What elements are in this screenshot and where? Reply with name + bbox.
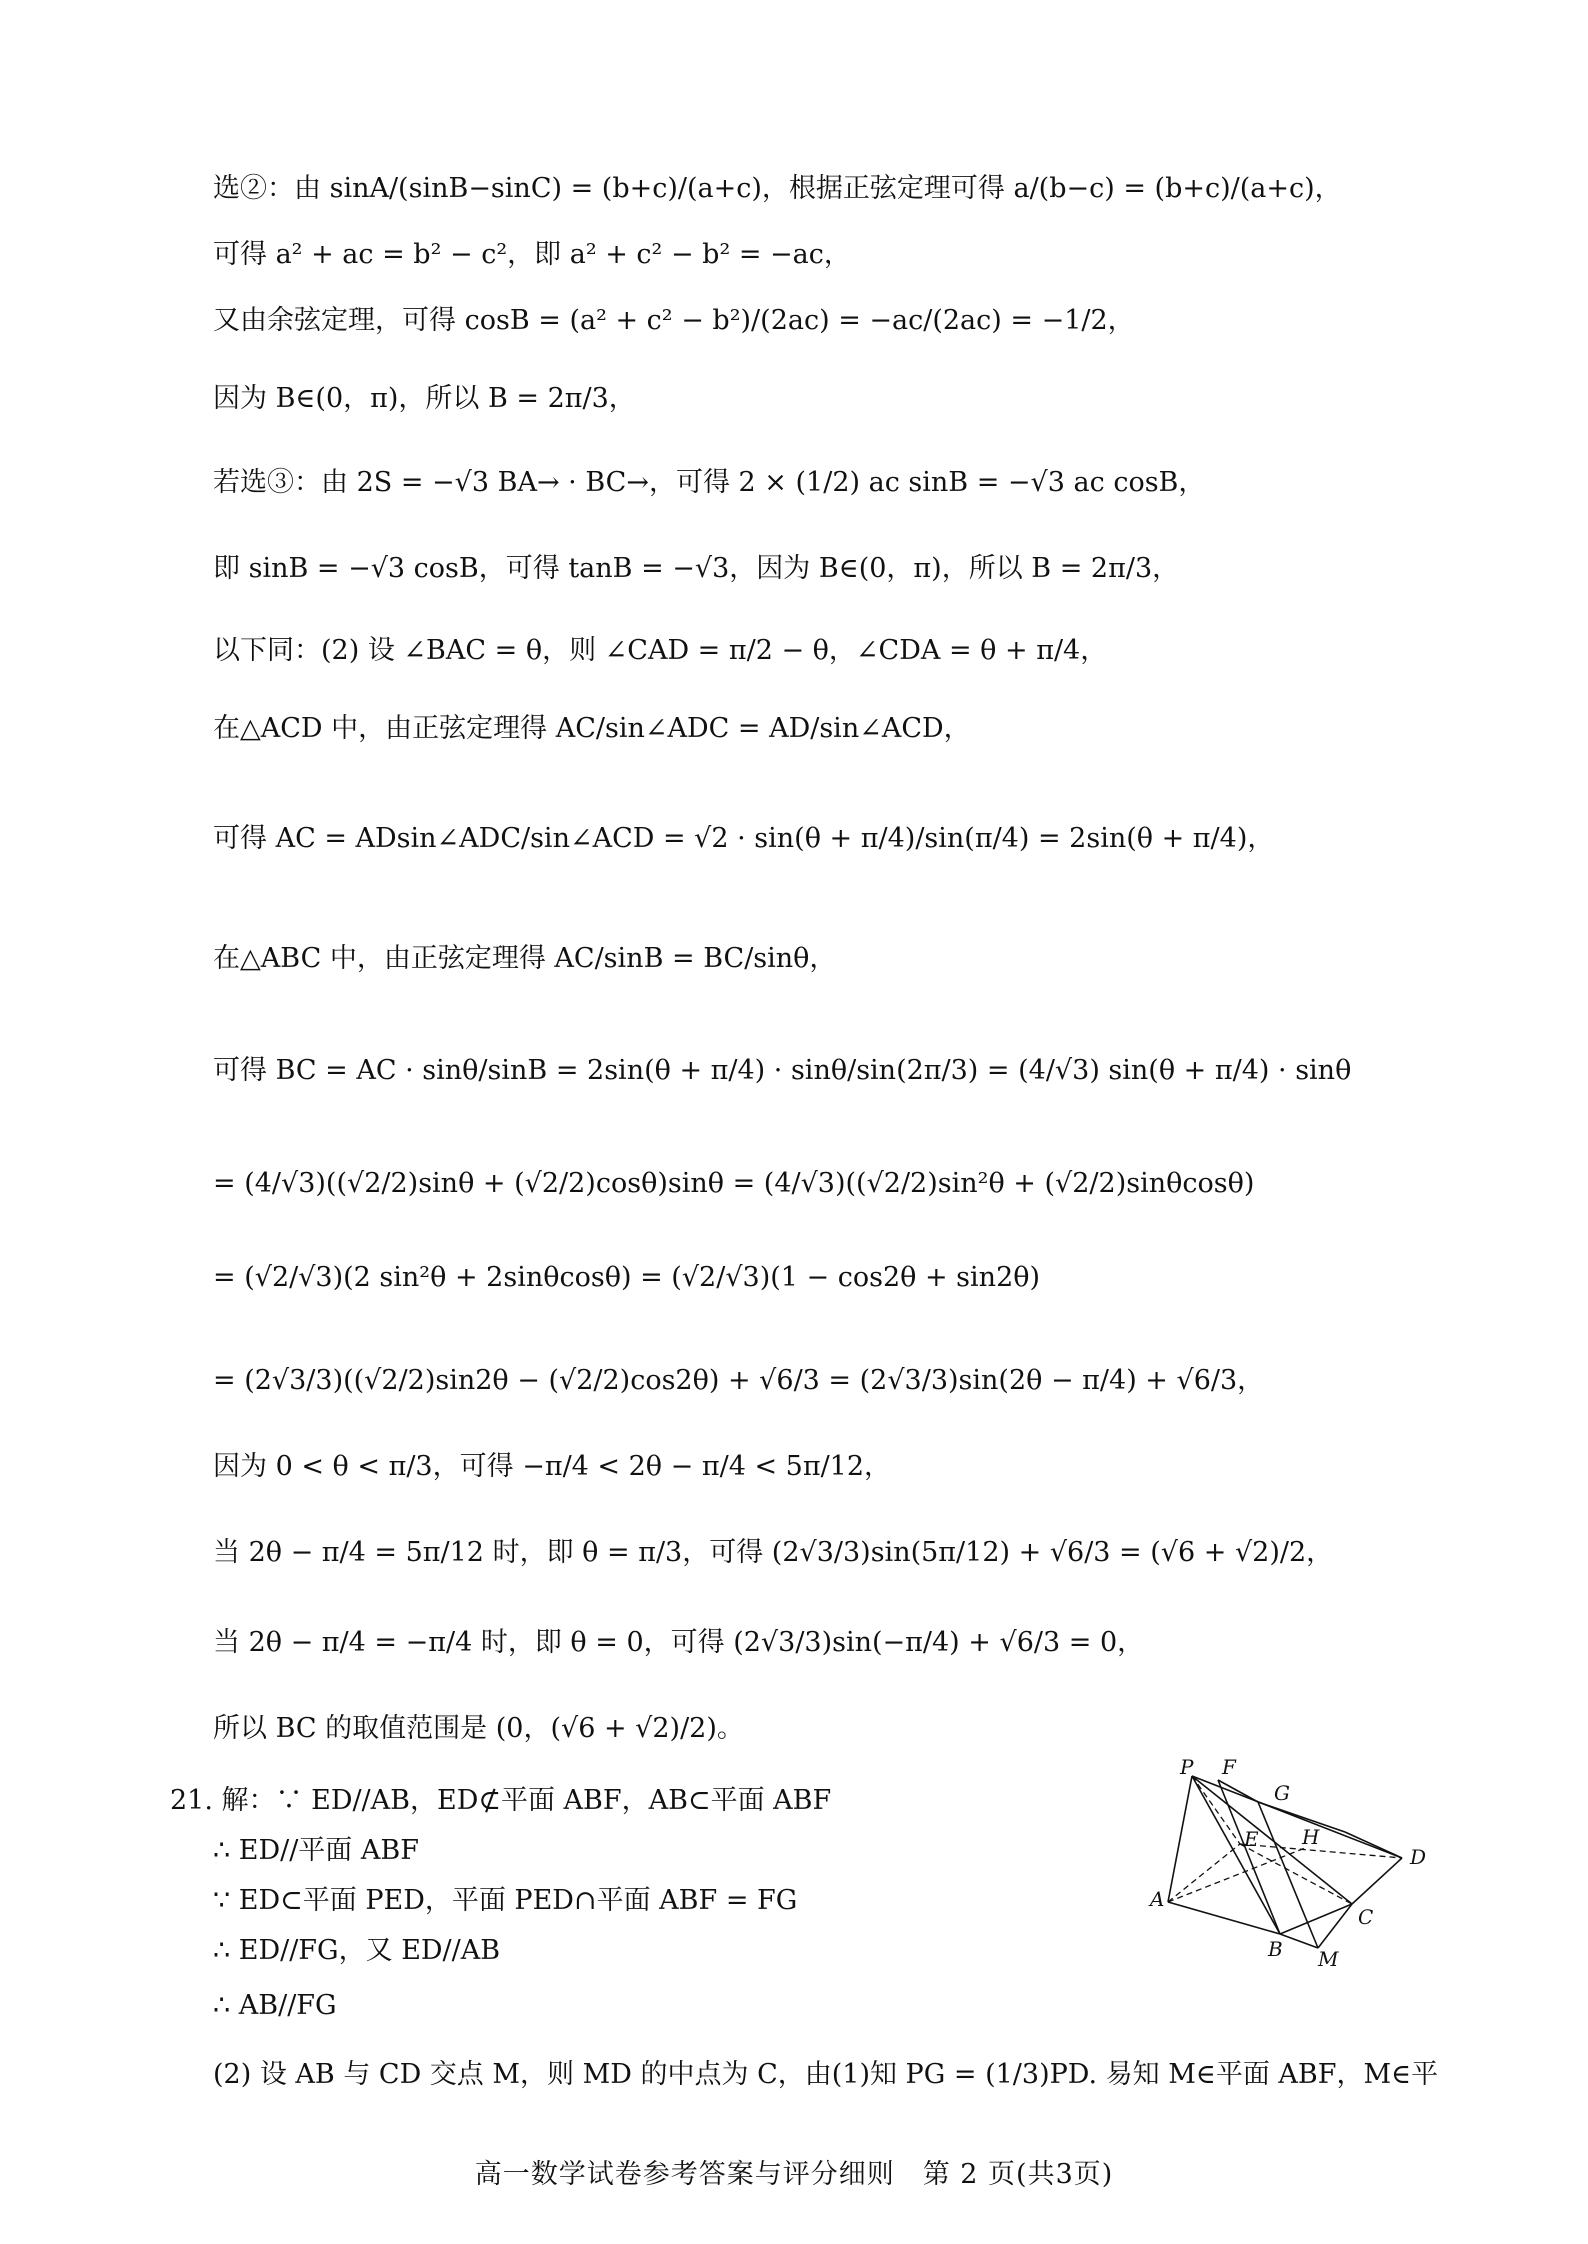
text-line: 若选③：由 2S = −√3 BA→ · BC→，可得 2 × (1/2) ac sinB = −√3 ac cosB， bbox=[213, 467, 1206, 498]
text-line: (2) 设 AB 与 CD 交点 M，则 MD 的中点为 C，由(1)知 PG = (1/3)PD. 易知 M∈平面 ABF，M∈平 bbox=[213, 2059, 1439, 2090]
vertex-label: G bbox=[1274, 1781, 1290, 1805]
text-line: 当 2θ − π/4 = 5π/12 时，即 θ = π/3，可得 (2√3/3)sin(5π/12) + √6/3 = (√6 + √2)/2， bbox=[213, 1537, 1334, 1568]
text-line: 可得 AC = ADsin∠ADC/sin∠ACD = √2 · sin(θ + π/4)/sin(π/4) = 2sin(θ + π/4)， bbox=[213, 823, 1275, 854]
geometry-figure bbox=[1140, 1756, 1440, 1966]
vertex-label: P bbox=[1180, 1756, 1194, 1779]
vertex-label: C bbox=[1358, 1905, 1374, 1929]
text-line: ∴ ED//平面 ABF bbox=[213, 1835, 419, 1866]
text-line: 在△ACD 中，由正弦定理得 AC/sin∠ADC = AD/sin∠ACD， bbox=[213, 713, 971, 744]
problem-21-heading: 21. 解：∵ ED//AB，ED⊄平面 ABF，AB⊂平面 ABF bbox=[170, 1785, 832, 1816]
page-footer: 高一数学试卷参考答案与评分细则 第 2 页(共3页) bbox=[474, 2159, 1114, 2190]
vertex-label: H bbox=[1302, 1825, 1320, 1849]
text-line: = (√2/√3)(2 sin²θ + 2sinθcosθ) = (√2/√3)(1 − cos2θ + sin2θ) bbox=[213, 1262, 1041, 1293]
text-line: ∴ ED//FG，又 ED//AB bbox=[213, 1935, 501, 1966]
vertex-label: D bbox=[1410, 1845, 1427, 1869]
vertex-label: M bbox=[1318, 1947, 1339, 1966]
text-line: 当 2θ − π/4 = −π/4 时，即 θ = 0，可得 (2√3/3)sin(−π/4) + √6/3 = 0， bbox=[213, 1627, 1145, 1658]
text-line: ∵ ED⊂平面 PED，平面 PED∩平面 ABF = FG bbox=[213, 1885, 798, 1916]
text-line: 因为 B∈(0，π)，所以 B = 2π/3， bbox=[213, 383, 636, 414]
text-line: 所以 BC 的取值范围是 (0，(√6 + √2)/2)。 bbox=[213, 1713, 744, 1744]
text-line: 选②：由 sinA/(sinB−sinC) = (b+c)/(a+c)，根据正弦定理可得 a/(b−c) = (b+c)/(a+c)， bbox=[213, 173, 1342, 204]
text-line: = (2√3/3)((√2/2)sin2θ − (√2/2)cos2θ) + √6/3 = (2√3/3)sin(2θ − π/4) + √6/3， bbox=[213, 1365, 1265, 1396]
text-line: ∴ AB//FG bbox=[213, 1990, 337, 2021]
text-line: 在△ABC 中，由正弦定理得 AC/sinB = BC/sinθ， bbox=[213, 943, 837, 974]
text-line: 又由余弦定理，可得 cosB = (a² + c² − b²)/(2ac) = −ac/(2ac) = −1/2， bbox=[213, 305, 1135, 336]
vertex-label: A bbox=[1150, 1887, 1165, 1911]
text-line: 可得 a² + ac = b² − c²，即 a² + c² − b² = −ac， bbox=[213, 239, 851, 270]
text-line: 因为 0 < θ < π/3，可得 −π/4 < 2θ − π/4 < 5π/12， bbox=[213, 1451, 892, 1482]
vertex-label: B bbox=[1268, 1937, 1283, 1961]
text-line: 可得 BC = AC · sinθ/sinB = 2sin(θ + π/4) · sinθ/sin(2π/3) = (4/√3) sin(θ + π/4) · sinθ bbox=[213, 1055, 1352, 1086]
text-line: 即 sinB = −√3 cosB，可得 tanB = −√3，因为 B∈(0，π)，所以 B = 2π/3， bbox=[213, 553, 1180, 584]
text-line: = (4/√3)((√2/2)sinθ + (√2/2)cosθ)sinθ = (4/√3)((√2/2)sin²θ + (√2/2)sinθcosθ) bbox=[213, 1168, 1255, 1199]
vertex-label: E bbox=[1244, 1827, 1259, 1851]
vertex-label: F bbox=[1222, 1756, 1236, 1779]
text-line: 以下同：(2) 设 ∠BAC = θ，则 ∠CAD = π/2 − θ，∠CDA = θ + π/4， bbox=[213, 635, 1108, 666]
